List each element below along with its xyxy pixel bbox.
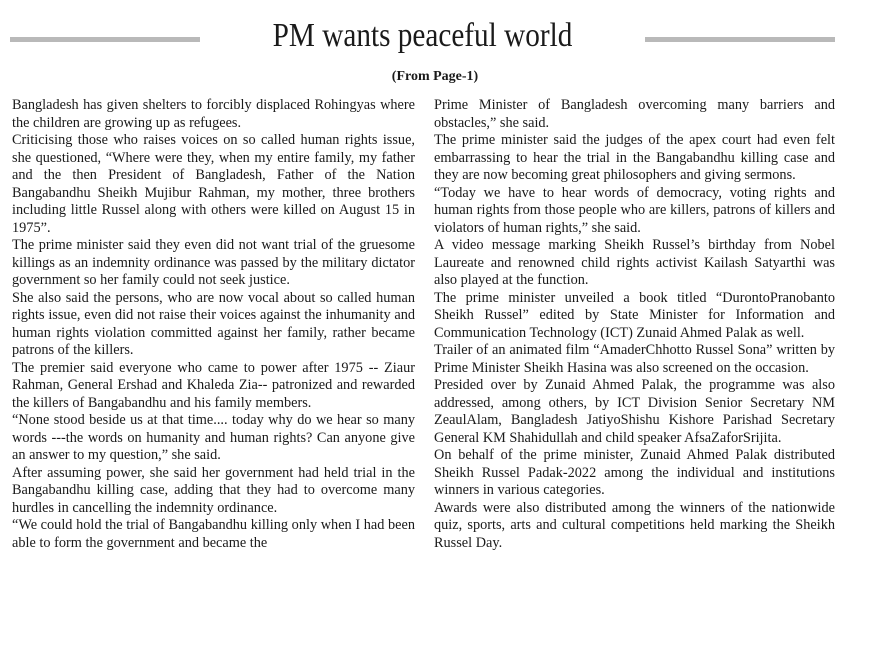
paragraph: “We could hold the trial of Bangabandhu killing only when I had been able to form the government and became the (12, 517, 415, 551)
paragraph: A video message marking Sheikh Russel’s birthday from Nobel Laureate and renowned child rights activist Kailash Satyarthi was also played at the function. (434, 237, 835, 288)
paragraph: “None stood beside us at that time.... today why do we hear so many words ---the words on humanity and human rights? Can anyone give an answer to my question,” she said. (12, 412, 415, 463)
paragraph: Trailer of an animated film “AmaderChhotto Russel Sona” written by Prime Minister Sheikh Hasina was also screened on the occasion. (434, 342, 835, 376)
paragraph: Criticising those who raises voices on so called human rights issue, she questioned, “Where were they, when my entire family, my father and the then President of Bangladesh, Father of the Nation Bangabandhu Sheikh Mujibur Rahman, my mother, three brothers including little Russel along with others were killed on August 15 in 1975”. (12, 132, 415, 236)
article-column-right (434, 97, 835, 552)
continued-from-label: (From Page-1) (391, 69, 479, 84)
paragraph: Awards were also distributed among the winners of the nationwide quiz, sports, arts and cultural competitions held marking the Sheikh Russel Day. (434, 499, 835, 551)
headline-rule-right (645, 37, 835, 42)
paragraph: She also said the persons, who are now vocal about so called human rights issue, even did not raise their voices against the inhumanity and human rights violation committed against her family, rather became patrons of the killers. (12, 289, 415, 358)
paragraph: The prime minister said they even did not want trial of the gruesome killings as an indemnity ordinance was passed by the military dictator government so her family could not seek justice. (12, 237, 415, 288)
headline-banner (0, 14, 870, 58)
article-column-left (12, 97, 415, 552)
headline: PM wants peaceful world (272, 17, 573, 54)
paragraph: After assuming power, she said her government had held trial in the Bangabandhu killing case, adding that they had to overcome many hurdles in cancelling the indemnity ordinance. (12, 464, 415, 516)
paragraph: On behalf of the prime minister, Zunaid Ahmed Palak distributed Sheikh Russel Padak-2022 among the individual and institutions winners in various categories. (434, 447, 835, 498)
paragraph: Presided over by Zunaid Ahmed Palak, the programme was also addressed, among others, by ICT Division Senior Secretary NM ZeaulAlam, Bangladesh JatiyoShishu Kishore Parishad Secretary General KM Shahidullah and child speaker AfsaZaforSrijita. (434, 377, 835, 446)
paragraph: The prime minister said the judges of the apex court had even felt embarrassing to hear the trial in the Bangabandhu killing case and they are now becoming great philosophers and giving sermons. (434, 132, 835, 183)
paragraph: Prime Minister of Bangladesh overcoming many barriers and obstacles,” she said. (434, 97, 835, 131)
paragraph: “Today we have to hear words of democracy, voting rights and human rights from those people who are killers, patrons of killers and violators of human rights,” she said. (434, 184, 835, 236)
paragraph: Bangladesh has given shelters to forcibly displaced Rohingyas where the children are growing up as refugees. (12, 97, 415, 131)
headline-rule-left (10, 37, 200, 42)
paragraph: The prime minister unveiled a book titled “DurontoPranobanto Sheikh Russel” edited by State Minister for Information and Communication Technology (ICT) Zunaid Ahmed Palak as well. (434, 289, 835, 341)
paragraph: The premier said everyone who came to power after 1975 -- Ziaur Rahman, General Ershad and Khaleda Zia-- patronized and rewarded the killers of Bangabandhu and his family members. (12, 359, 415, 411)
